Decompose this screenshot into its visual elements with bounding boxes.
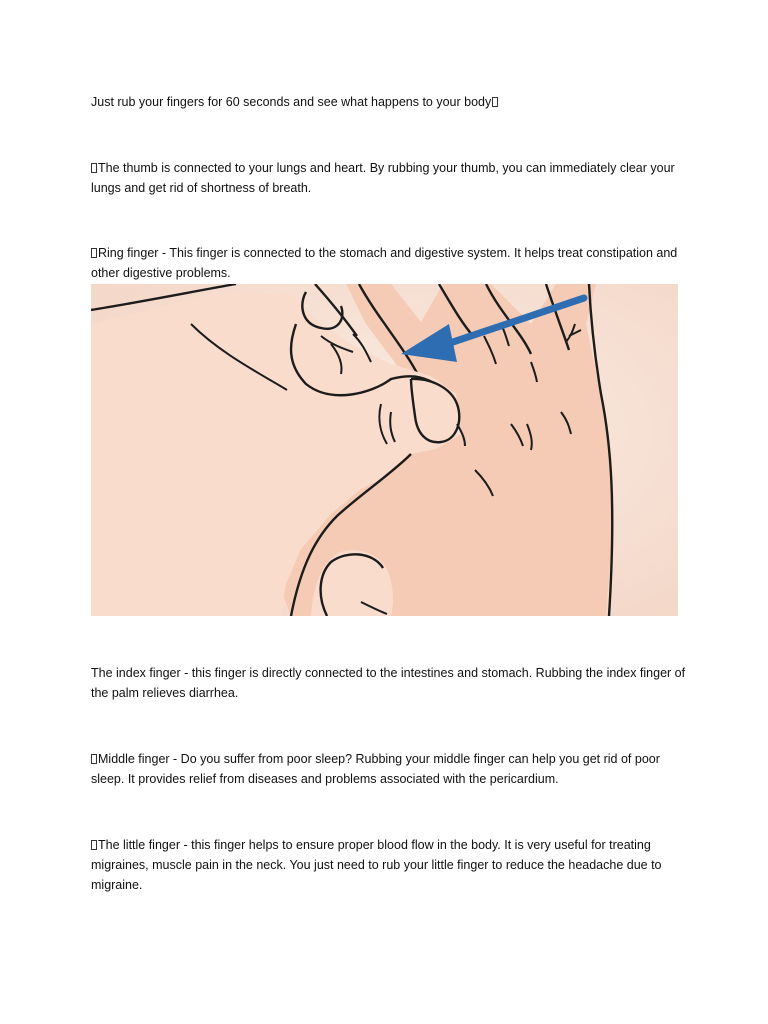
thumb-paragraph xyxy=(91,158,687,198)
hand-illustration xyxy=(91,284,678,616)
little-finger-text: The little finger - this finger helps to ensure proper blood flow in the body. It is very useful for treating migraines, muscle pain in the neck. You just need to rub your little finger to reduce the headache due to migraine. xyxy=(91,838,662,892)
missing-glyph-icon xyxy=(91,754,97,764)
missing-glyph-icon xyxy=(492,97,498,107)
middle-finger-text: Middle finger - Do you suffer from poor sleep? Rubbing your middle finger can help you get rid of poor sleep. It provides relief from diseases and problems associated with the pericardium. xyxy=(91,752,660,786)
ring-finger-paragraph xyxy=(91,243,687,283)
index-finger-text: The index finger - this finger is directly connected to the intestines and stomach. Rubbing the index finger of the palm relieves diarrhea. xyxy=(91,666,686,700)
intro-paragraph xyxy=(91,92,687,112)
thumb-text: The thumb is connected to your lungs and heart. By rubbing your thumb, you can immediately clear your lungs and get rid of shortness of breath. xyxy=(91,161,675,195)
intro-text: Just rub your fingers for 60 seconds and see what happens to your body xyxy=(91,95,492,109)
missing-glyph-icon xyxy=(91,163,97,173)
missing-glyph-icon xyxy=(91,248,97,258)
index-finger-paragraph xyxy=(91,663,687,703)
ring-finger-text: Ring finger - This finger is connected to the stomach and digestive system. It helps treat constipation and other digestive problems. xyxy=(91,246,678,280)
missing-glyph-icon xyxy=(91,840,97,850)
middle-finger-paragraph xyxy=(91,749,687,789)
little-finger-paragraph xyxy=(91,835,687,895)
